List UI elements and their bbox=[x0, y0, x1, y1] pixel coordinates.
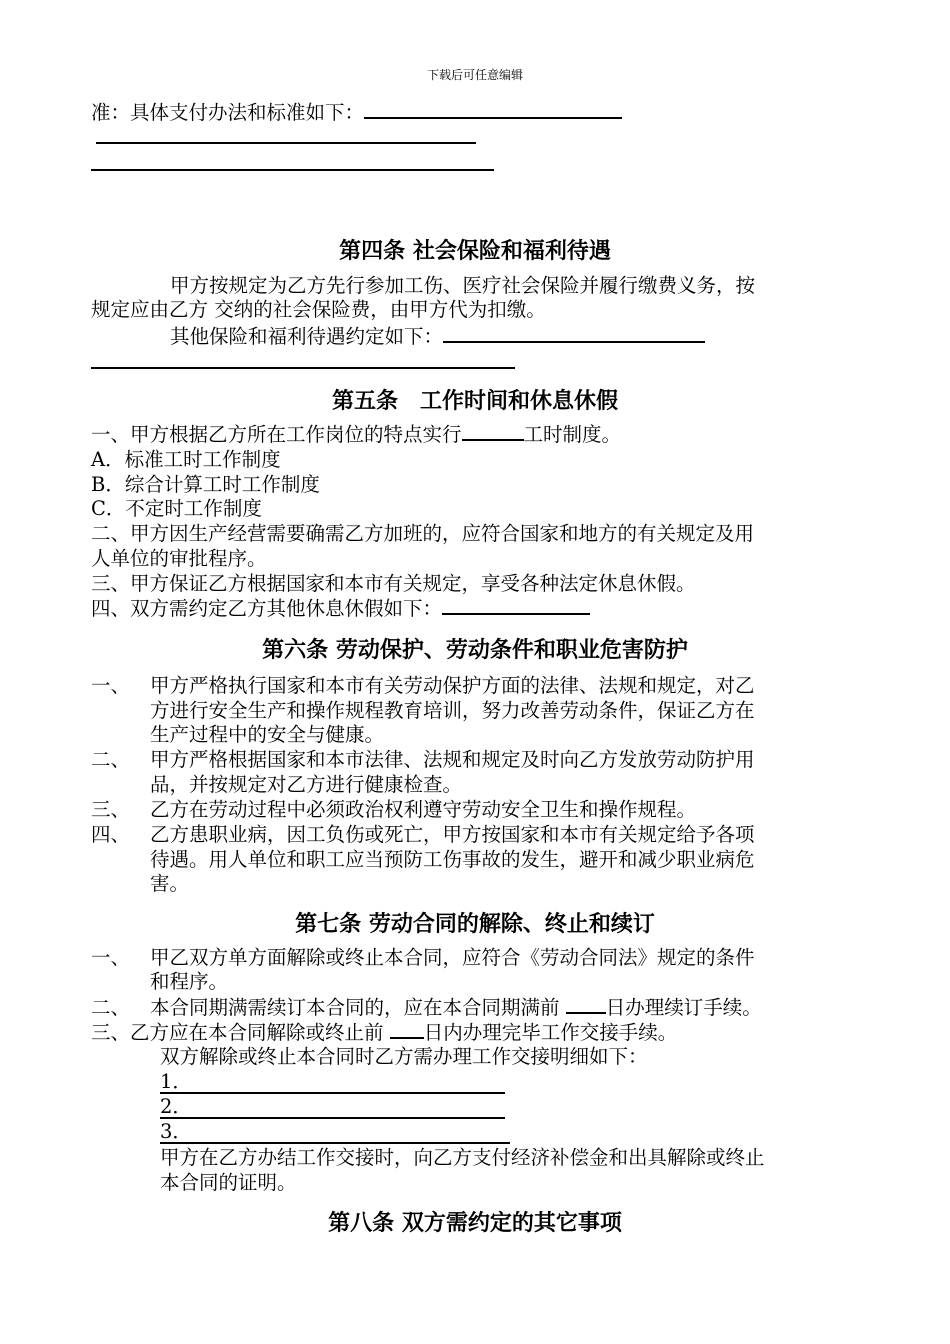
article-8-title: 第八条 双方需约定的其它事项 bbox=[328, 1210, 622, 1236]
art6-item2: 甲方严格根据国家和本市法律、法规和规定及时向乙方发放劳动防护用 bbox=[150, 748, 755, 771]
art6-item4-cont2: 害。 bbox=[150, 872, 190, 895]
art5-item4 bbox=[91, 597, 590, 621]
art6-item1-cont2: 生产过程中的安全与健康。 bbox=[150, 723, 385, 746]
art6-num3: 三、 bbox=[91, 798, 131, 821]
article-4-title: 第四条 社会保险和福利待遇 bbox=[339, 238, 611, 264]
option-b: B．综合计算工时工作制度 bbox=[91, 473, 320, 496]
art6-num2: 二、 bbox=[91, 748, 131, 771]
handover-item-3: 3． bbox=[160, 1120, 192, 1143]
art4-para2-text: 其他保险和福利待遇约定如下： bbox=[170, 325, 444, 348]
art5-item2-cont: 人单位的审批程序。 bbox=[91, 547, 267, 570]
art6-item1-cont: 方进行安全生产和操作规程教育培训，努力改善劳动条件，保证乙方在 bbox=[150, 699, 755, 722]
art7-item2 bbox=[150, 996, 762, 1020]
art7-num1: 一、 bbox=[91, 946, 131, 969]
option-a: A．标准工时工作制度 bbox=[91, 448, 281, 471]
art4-para1: 甲方按规定为乙方先行参加工伤、医疗社会保险并履行缴费义务，按 bbox=[170, 274, 756, 297]
art4-para1-cont: 规定应由乙方 交纳的社会保险费，由甲方代为扣缴。 bbox=[91, 298, 546, 321]
art6-item4: 乙方患职业病，因工负伤或死亡，甲方按国家和本市有关规定给予各项 bbox=[150, 823, 755, 846]
art7-item3-text: 三、乙方应在本合同解除或终止前 bbox=[91, 1021, 384, 1044]
handover-item-1: 1． bbox=[160, 1070, 192, 1093]
payment-blank[interactable] bbox=[364, 117, 622, 119]
art7-item1-cont: 和程序。 bbox=[150, 970, 229, 993]
welfare-blank[interactable] bbox=[443, 341, 705, 343]
leave-blank[interactable] bbox=[442, 613, 590, 615]
article-5-title: 第五条 工作时间和休息休假 bbox=[331, 388, 618, 414]
art7-item2-text: 本合同期满需续订本合同的，应在本合同期满前 bbox=[150, 996, 560, 1019]
handover-line-1[interactable] bbox=[160, 1092, 505, 1094]
intro-line bbox=[91, 101, 622, 125]
art6-item3: 乙方在劳动过程中必须政治权利遵守劳动安全卫生和操作规程。 bbox=[150, 798, 697, 821]
art6-num1: 一、 bbox=[91, 674, 131, 697]
article-6-title: 第六条 劳动保护、劳动条件和职业危害防护 bbox=[262, 637, 688, 663]
art5-item3: 三、甲方保证乙方根据国家和本市有关规定，享受各种法定休息休假。 bbox=[91, 572, 696, 595]
compensation-para: 甲方在乙方办结工作交接时，向乙方支付经济补偿金和出具解除或终止 bbox=[160, 1146, 765, 1169]
art5-item1-end: 工时制度。 bbox=[523, 423, 622, 446]
art5-item1-text: 一、甲方根据乙方所在工作岗位的特点实行 bbox=[91, 423, 462, 446]
blank-line[interactable] bbox=[91, 169, 494, 171]
art6-item4-cont: 待遇。用人单位和职工应当预防工伤事故的发生，避开和减少职业病危 bbox=[150, 848, 755, 871]
art6-item1: 甲方严格执行国家和本市有关劳动保护方面的法律、法规和规定，对乙 bbox=[150, 674, 755, 697]
art7-item1: 甲乙双方单方面解除或终止本合同，应符合《劳动合同法》规定的条件 bbox=[150, 946, 755, 969]
renewal-days-blank[interactable] bbox=[566, 1012, 606, 1014]
handover-line-3[interactable] bbox=[160, 1142, 510, 1144]
art5-item1 bbox=[91, 423, 621, 447]
handover-line-2[interactable] bbox=[160, 1117, 505, 1119]
art6-num4: 四、 bbox=[91, 823, 131, 846]
handover-intro: 双方解除或终止本合同时乙方需办理工作交接明细如下： bbox=[160, 1045, 648, 1068]
compensation-para-cont: 本合同的证明。 bbox=[160, 1171, 297, 1194]
art5-item4-text: 四、双方需约定乙方其他休息休假如下： bbox=[91, 597, 443, 620]
work-hours-blank[interactable] bbox=[462, 439, 524, 441]
art5-item2: 二、甲方因生产经营需要确需乙方加班的，应符合国家和地方的有关规定及用 bbox=[91, 522, 755, 545]
art7-num2: 二、 bbox=[91, 996, 131, 1019]
handover-days-blank[interactable] bbox=[390, 1037, 424, 1039]
handover-item-2: 2． bbox=[160, 1095, 192, 1118]
option-c: C．不定时工作制度 bbox=[91, 497, 262, 520]
page-header: 下载后可任意编辑 bbox=[426, 68, 523, 82]
art4-para2 bbox=[170, 325, 705, 349]
art7-item3 bbox=[91, 1021, 677, 1045]
blank-line[interactable] bbox=[91, 367, 515, 369]
art7-item3-end: 日内办理完毕工作交接手续。 bbox=[423, 1021, 678, 1044]
art6-item2-cont: 品，并按规定对乙方进行健康检查。 bbox=[150, 773, 463, 796]
article-7-title: 第七条 劳动合同的解除、终止和续订 bbox=[295, 911, 655, 937]
art7-item2-end: 日办理续订手续。 bbox=[605, 996, 762, 1019]
intro-text: 准：具体支付办法和标准如下： bbox=[91, 101, 365, 124]
blank-line[interactable] bbox=[96, 142, 476, 144]
